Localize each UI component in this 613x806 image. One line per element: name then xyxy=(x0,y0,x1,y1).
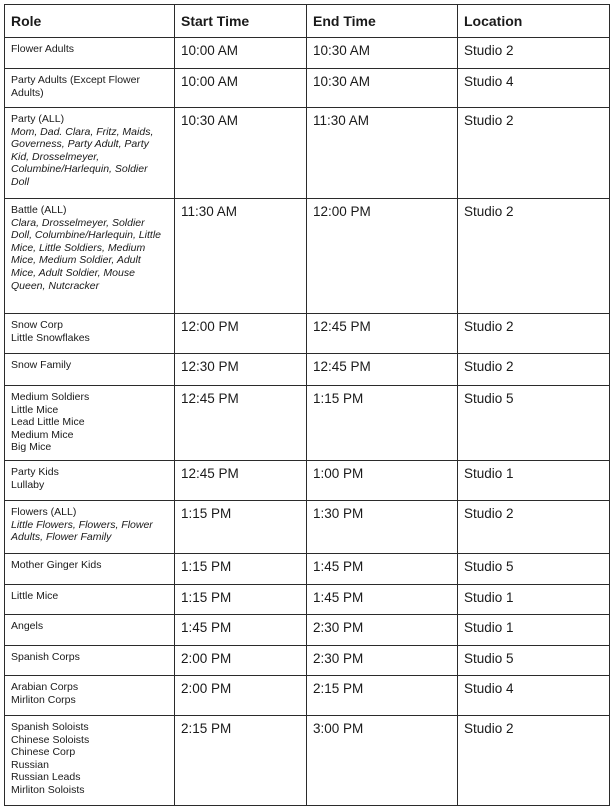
role-name: Little Mice xyxy=(11,590,59,602)
location-cell: Studio 4 xyxy=(458,69,610,108)
header-role: Role xyxy=(5,5,175,38)
role-cell xyxy=(5,585,175,615)
role-cell xyxy=(5,501,175,554)
role-name: Flower Adults xyxy=(11,43,75,55)
table-row xyxy=(5,108,610,199)
table-row xyxy=(5,199,610,314)
rehearsal-schedule-table xyxy=(4,4,610,806)
start-time-cell: 12:30 PM xyxy=(175,354,307,386)
location-cell: Studio 1 xyxy=(458,615,610,646)
role-name: Medium Mice xyxy=(11,428,74,441)
role-cell xyxy=(5,461,175,501)
end-time-cell: 12:45 PM xyxy=(307,314,458,354)
role-name: Spanish Soloists xyxy=(11,721,89,733)
location-cell: Studio 2 xyxy=(458,716,610,806)
location-cell: Studio 5 xyxy=(458,386,610,461)
role-cell xyxy=(5,676,175,716)
table-row xyxy=(5,585,610,615)
role-cell xyxy=(5,354,175,386)
role-name: Lead Little Mice xyxy=(11,416,85,429)
end-time-cell: 10:30 AM xyxy=(307,38,458,69)
role-cell xyxy=(5,108,175,199)
start-time-cell: 1:15 PM xyxy=(175,501,307,554)
end-time-cell: 1:45 PM xyxy=(307,585,458,615)
end-time-cell: 1:30 PM xyxy=(307,501,458,554)
start-time-cell: 2:00 PM xyxy=(175,646,307,676)
start-time-cell: 12:45 PM xyxy=(175,386,307,461)
end-time-cell: 2:30 PM xyxy=(307,646,458,676)
table-row xyxy=(5,716,610,806)
start-time-cell: 2:15 PM xyxy=(175,716,307,806)
end-time-cell: 12:00 PM xyxy=(307,199,458,314)
role-cell xyxy=(5,646,175,676)
role-name: Flowers (ALL) xyxy=(11,506,77,518)
role-name: Arabian Corps xyxy=(11,681,79,693)
table-row xyxy=(5,676,610,716)
role-name: Party Kids xyxy=(11,466,59,478)
start-time-cell: 1:45 PM xyxy=(175,615,307,646)
role-name: Russian xyxy=(11,758,49,771)
role-name: Angels xyxy=(11,620,44,632)
role-details: Little Flowers, Flowers, Flower Adults, Flower Family xyxy=(11,518,153,544)
end-time-cell: 1:00 PM xyxy=(307,461,458,501)
table-row xyxy=(5,501,610,554)
location-cell: Studio 1 xyxy=(458,585,610,615)
location-cell: Studio 2 xyxy=(458,199,610,314)
role-name: Battle (ALL) xyxy=(11,204,67,216)
role-name: Chinese Soloists xyxy=(11,733,90,746)
end-time-cell: 2:15 PM xyxy=(307,676,458,716)
role-name: Mirliton Soloists xyxy=(11,783,85,796)
table-row xyxy=(5,554,610,585)
end-time-cell: 3:00 PM xyxy=(307,716,458,806)
start-time-cell: 10:00 AM xyxy=(175,38,307,69)
table-row xyxy=(5,646,610,676)
role-name: Mirliton Corps xyxy=(11,693,76,706)
role-name: Snow Corp xyxy=(11,319,63,331)
table-row xyxy=(5,38,610,69)
role-name: Little Snowflakes xyxy=(11,331,90,344)
table-row xyxy=(5,615,610,646)
location-cell: Studio 2 xyxy=(458,108,610,199)
start-time-cell: 12:45 PM xyxy=(175,461,307,501)
table-row xyxy=(5,354,610,386)
end-time-cell: 2:30 PM xyxy=(307,615,458,646)
table-row xyxy=(5,314,610,354)
role-cell xyxy=(5,554,175,585)
start-time-cell: 12:00 PM xyxy=(175,314,307,354)
role-cell xyxy=(5,716,175,806)
role-name: Medium Soldiers xyxy=(11,391,90,403)
role-cell xyxy=(5,314,175,354)
start-time-cell: 10:00 AM xyxy=(175,69,307,108)
end-time-cell: 1:45 PM xyxy=(307,554,458,585)
header-row xyxy=(5,5,610,38)
start-time-cell: 1:15 PM xyxy=(175,585,307,615)
role-cell xyxy=(5,69,175,108)
location-cell: Studio 1 xyxy=(458,461,610,501)
start-time-cell: 11:30 AM xyxy=(175,199,307,314)
role-cell xyxy=(5,199,175,314)
role-cell xyxy=(5,386,175,461)
role-cell xyxy=(5,615,175,646)
end-time-cell: 12:45 PM xyxy=(307,354,458,386)
role-details: Clara, Drosselmeyer, Soldier Doll, Columbine/Harlequin, Little Mice, Little Soldiers, Medium Mice, Medium Soldier, Adult Mice, Adult Soldier, Mouse Queen, Nutcracker xyxy=(11,216,161,292)
end-time-cell: 1:15 PM xyxy=(307,386,458,461)
location-cell: Studio 2 xyxy=(458,38,610,69)
start-time-cell: 1:15 PM xyxy=(175,554,307,585)
location-cell: Studio 2 xyxy=(458,314,610,354)
role-name: Chinese Corp xyxy=(11,746,76,759)
role-name: Spanish Corps xyxy=(11,651,80,663)
table-row xyxy=(5,386,610,461)
table-row xyxy=(5,69,610,108)
end-time-cell: 11:30 AM xyxy=(307,108,458,199)
header-location: Location xyxy=(458,5,610,38)
role-cell xyxy=(5,38,175,69)
location-cell: Studio 2 xyxy=(458,501,610,554)
location-cell: Studio 2 xyxy=(458,354,610,386)
start-time-cell: 2:00 PM xyxy=(175,676,307,716)
role-name: Snow Family xyxy=(11,359,72,371)
location-cell: Studio 4 xyxy=(458,676,610,716)
role-name: Party Adults (Except Flower Adults) xyxy=(11,74,140,99)
role-name: Party (ALL) xyxy=(11,113,65,125)
location-cell: Studio 5 xyxy=(458,554,610,585)
header-start-time: Start Time xyxy=(175,5,307,38)
role-details: Mom, Dad. Clara, Fritz, Maids, Governess, Party Adult, Party Kid, Drosselmeyer, Columbine/Harlequin, Soldier Doll xyxy=(11,125,154,188)
table-row xyxy=(5,461,610,501)
role-name: Little Mice xyxy=(11,403,59,416)
role-name: Big Mice xyxy=(11,441,52,454)
location-cell: Studio 5 xyxy=(458,646,610,676)
schedule-body xyxy=(5,38,610,806)
start-time-cell: 10:30 AM xyxy=(175,108,307,199)
role-name: Mother Ginger Kids xyxy=(11,559,102,571)
header-end-time: End Time xyxy=(307,5,458,38)
role-name: Russian Leads xyxy=(11,771,81,784)
end-time-cell: 10:30 AM xyxy=(307,69,458,108)
role-name: Lullaby xyxy=(11,478,45,491)
